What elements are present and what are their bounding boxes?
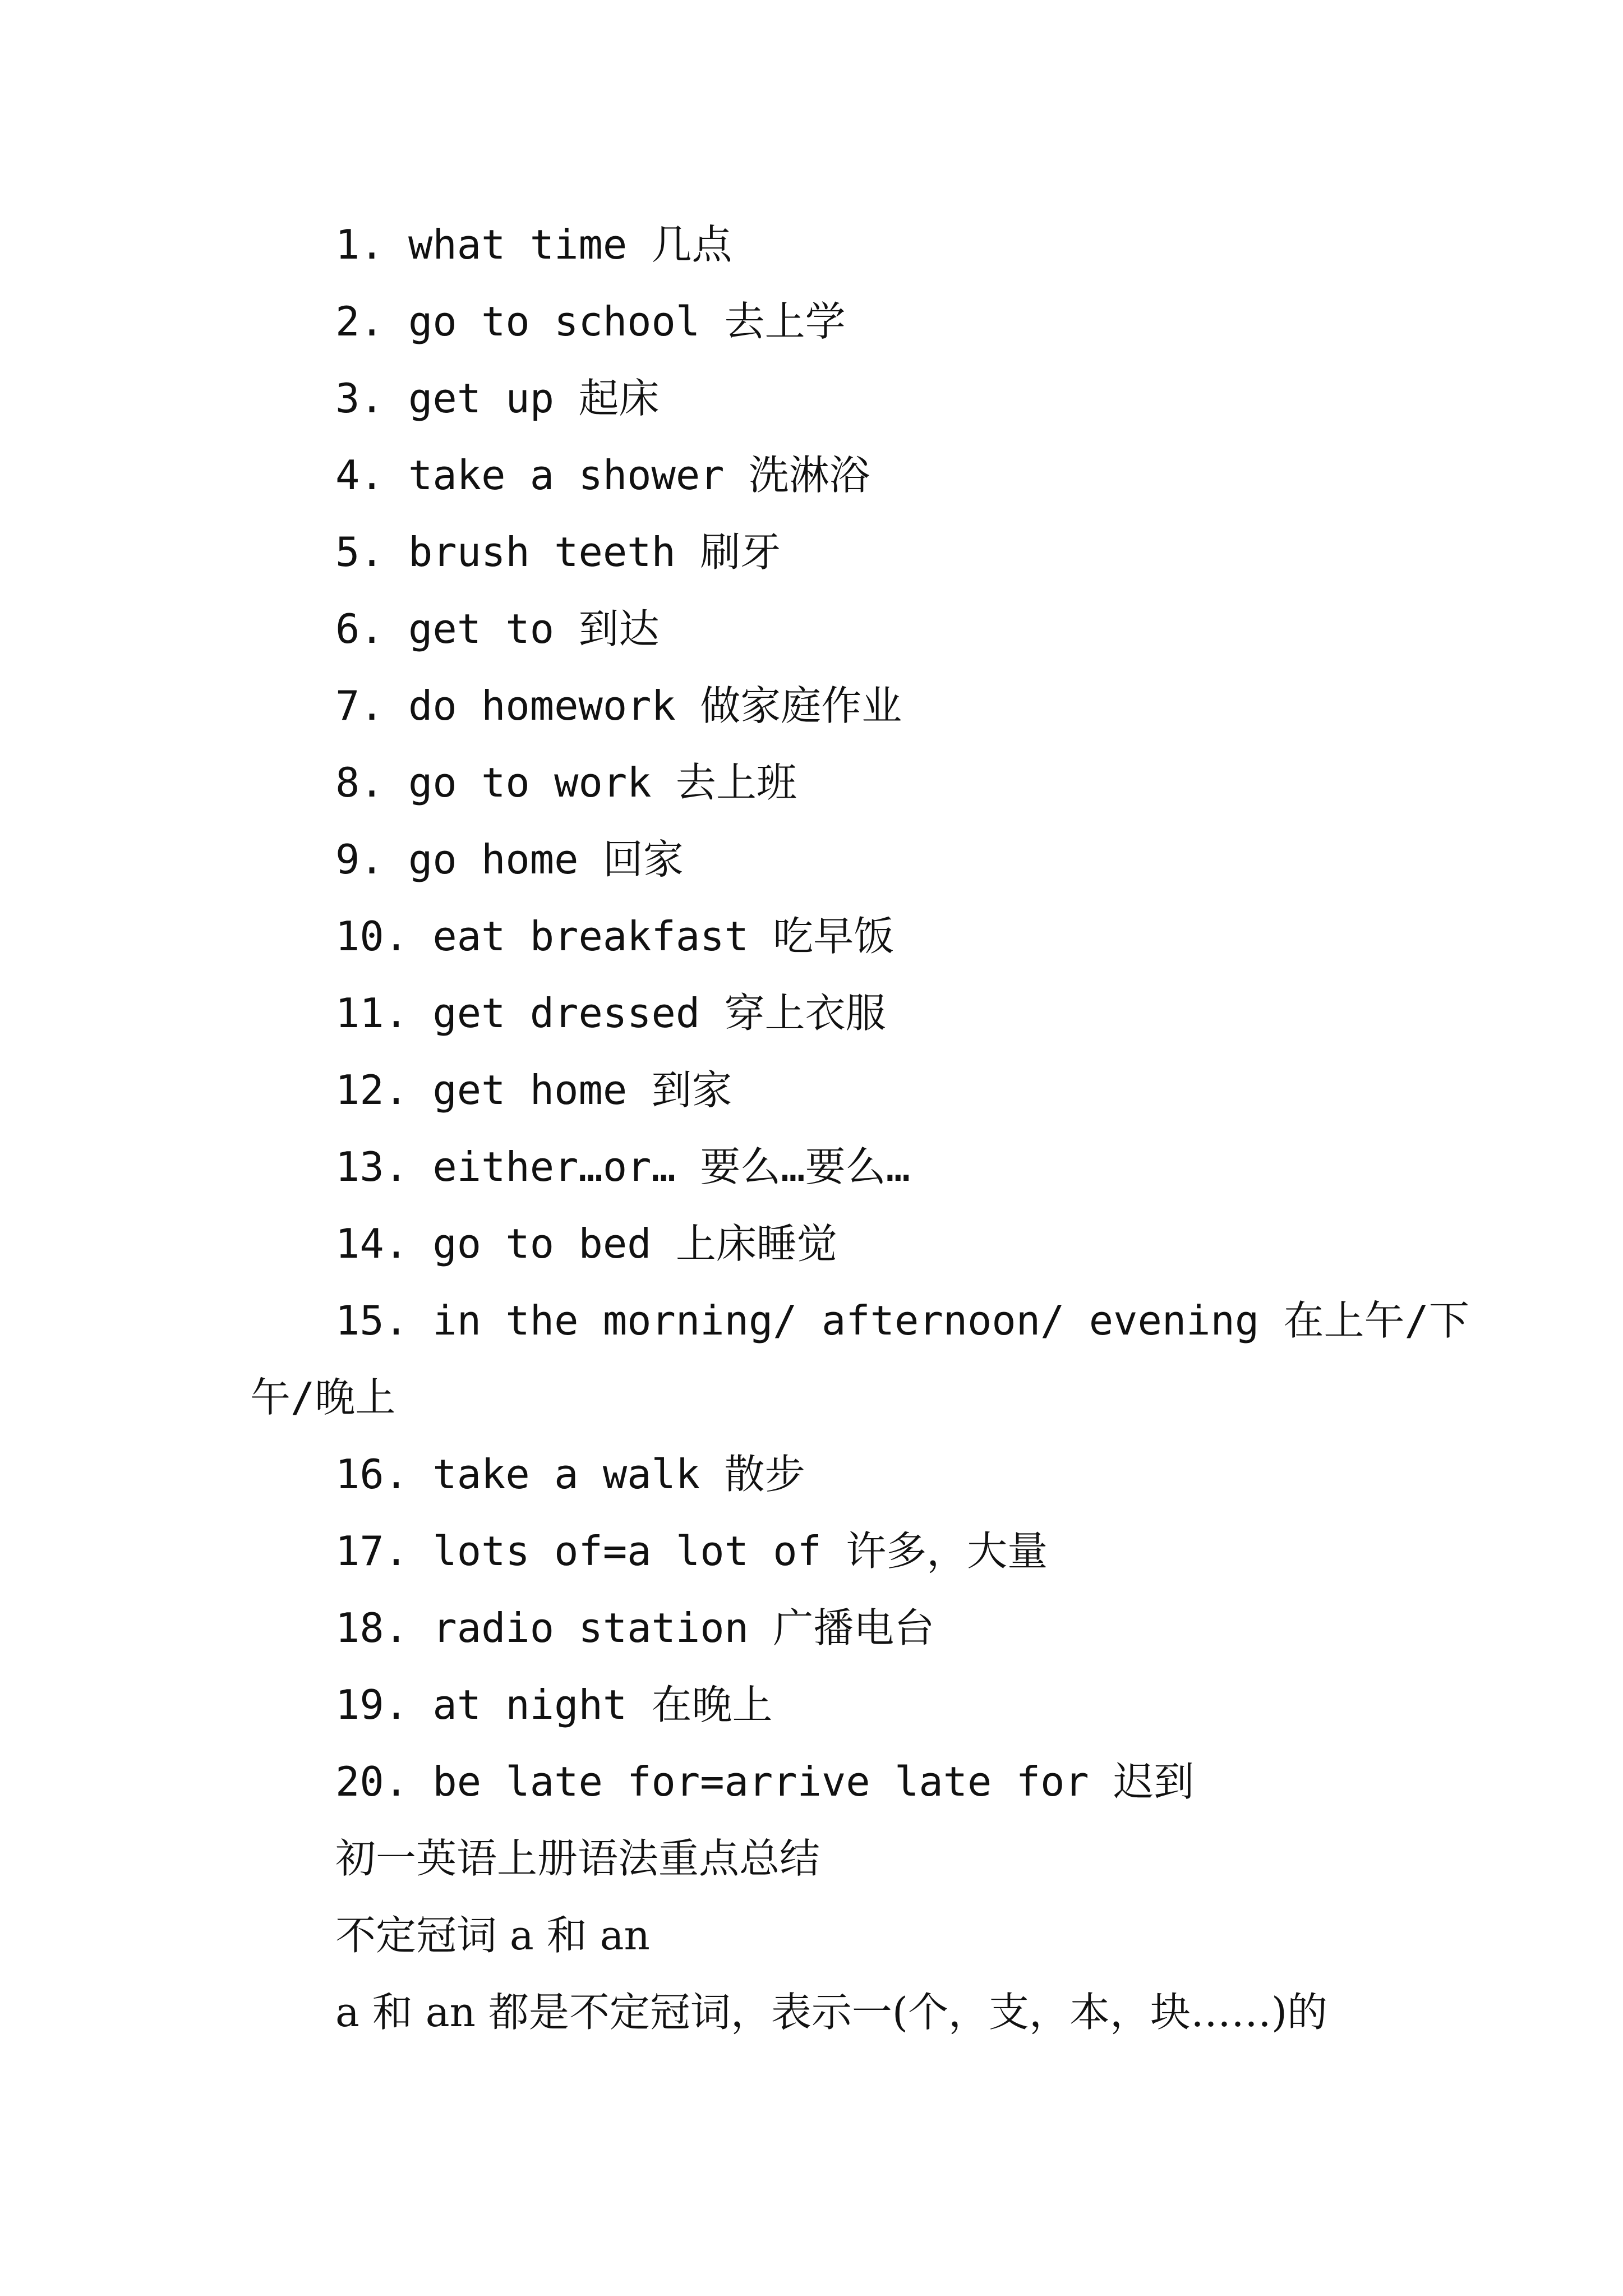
vocab-item: 3. get up 起床	[335, 375, 660, 422]
vocab-item: 8. go to work 去上班	[335, 759, 797, 806]
vocab-item: 11. get dressed 穿上衣服	[335, 990, 886, 1037]
vocab-item: 17. lots of=a lot of 许多，大量	[335, 1527, 1048, 1575]
vocab-item: 13. either…or… 要么…要么…	[335, 1143, 910, 1190]
vocab-item: 4. take a shower 洗淋浴	[335, 452, 870, 499]
vocab-item: 20. be late for=arrive late for 迟到	[335, 1758, 1195, 1805]
vocab-item: 1. what time 几点	[335, 221, 732, 268]
vocab-item: 9. go home 回家	[335, 836, 684, 883]
vocab-item: 19. at night 在晚上	[335, 1681, 773, 1728]
vocab-item: 7. do homework 做家庭作业	[335, 682, 902, 729]
vocab-item: 15. in the morning/ afternoon/ evening 在上午/下	[335, 1297, 1469, 1344]
body-paragraph: a 和 an 都是不定冠词，表示一(个，支，本，块……)的	[335, 1989, 1328, 2036]
vocab-item: 16. take a walk 散步	[335, 1451, 805, 1498]
vocab-item: 5. brush teeth 刷牙	[335, 528, 781, 576]
vocab-item: 2. go to school 去上学	[335, 298, 846, 345]
document-body	[250, 206, 1469, 2051]
subheading: 不定冠词 a 和 an	[335, 1912, 650, 1959]
vocab-item: 14. go to bed 上床睡觉	[335, 1220, 837, 1267]
vocab-item-continuation: 午/晚上	[250, 1374, 396, 1421]
vocab-item: 10. eat breakfast 吃早饭	[335, 913, 895, 960]
vocab-item: 6. get to 到达	[335, 605, 660, 652]
vocab-item: 12. get home 到家	[335, 1066, 732, 1114]
section-title: 初一英语上册语法重点总结	[335, 1835, 820, 1882]
vocab-item: 18. radio station 广播电台	[335, 1604, 935, 1651]
